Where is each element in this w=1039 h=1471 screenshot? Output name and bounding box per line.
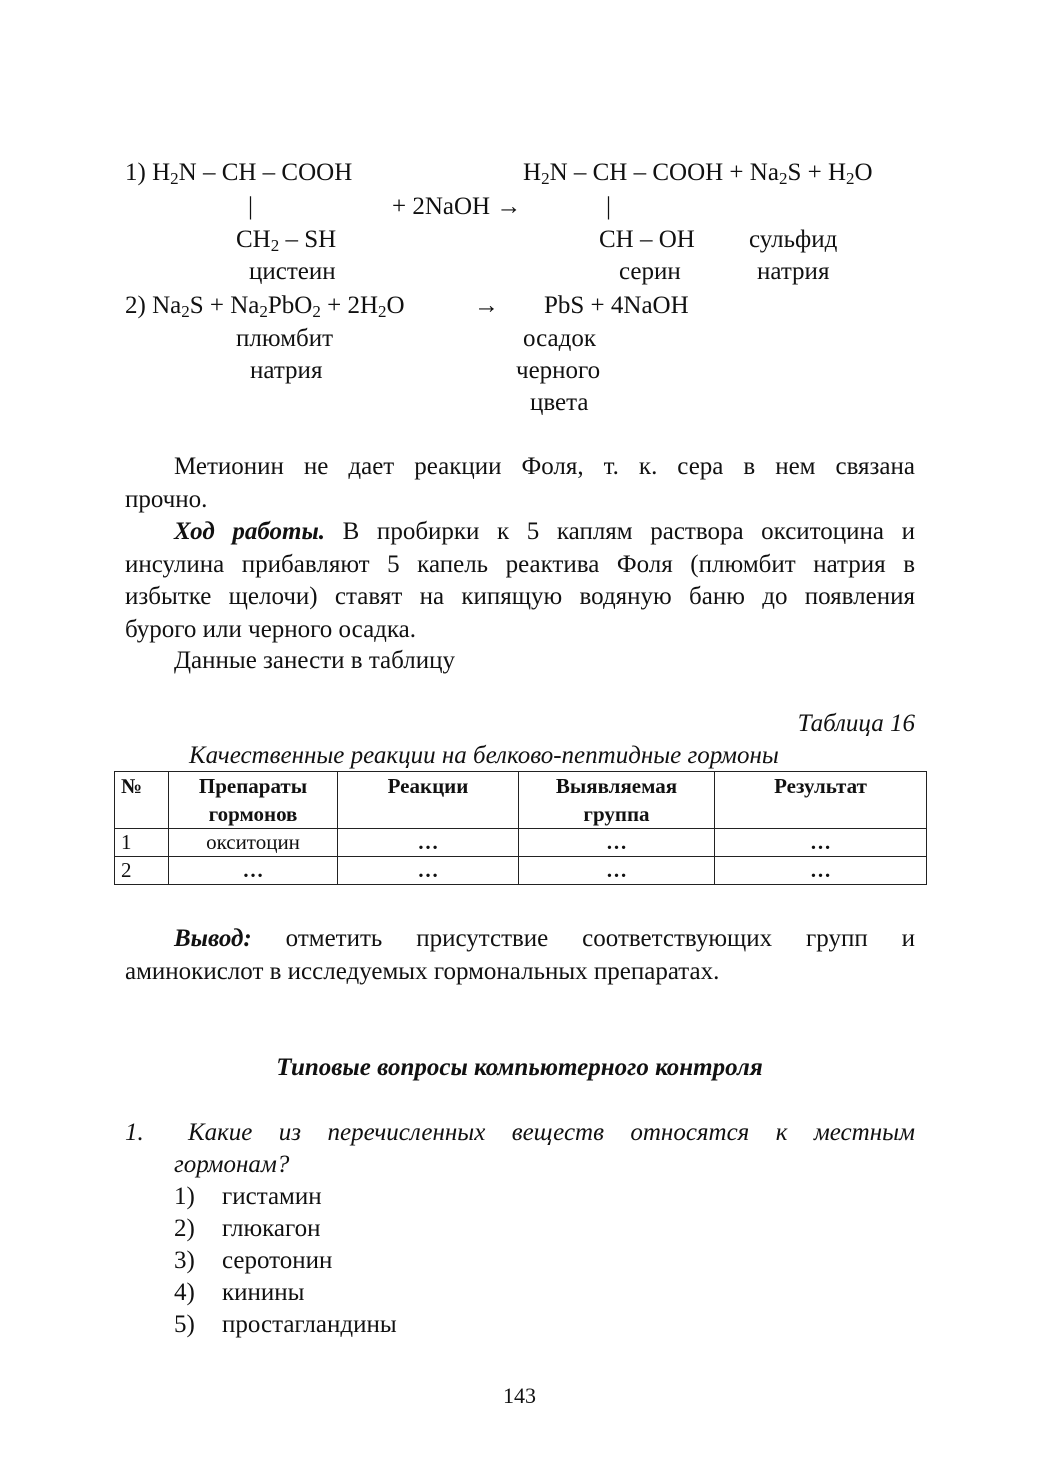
section-title: Типовые вопросы компьютерного контроля xyxy=(276,1054,763,1081)
bond-bar-right: | xyxy=(606,193,612,220)
cysteine-label: цистеин xyxy=(249,258,336,285)
sodium-label-1: натрия xyxy=(757,258,830,285)
table-caption: Качественные реакции на белково-пептидные гормоны xyxy=(189,742,779,769)
header-number: № xyxy=(115,772,169,829)
table-cell: … xyxy=(519,829,715,857)
sulfide-label: сульфид xyxy=(749,226,838,253)
serine-side-chain: CH – OH xyxy=(599,226,695,253)
table-row xyxy=(115,857,927,885)
reaction-1-reactant: 1) $H_2N$ – CH – COOH xyxy=(125,159,353,188)
question-number: 1. xyxy=(125,1119,144,1146)
table-cell: … xyxy=(338,857,519,885)
sodium-label-2: натрия xyxy=(250,357,323,384)
table-cell: … xyxy=(715,829,927,857)
reaction-1-reagent: + 2NaOH → xyxy=(392,193,522,220)
answer-option: 1) гистамин xyxy=(174,1183,322,1210)
answer-option: 4) кинины xyxy=(174,1279,305,1306)
plumbite-label: плюмбит xyxy=(236,325,334,352)
serine-label: серин xyxy=(619,258,681,285)
table-number: Таблица 16 xyxy=(797,710,915,737)
reaction-1-product: $H_2N$ – CH – COOH + $Na_2S + H_2O$ xyxy=(523,159,873,188)
table-header-row xyxy=(115,772,927,829)
table-cell: … xyxy=(519,857,715,885)
header-result: Результат xyxy=(715,772,927,829)
reaction-2-reactants: 2) $Na_2S + Na_2PbO_2 + 2H_2O$ xyxy=(125,292,405,321)
hormone-reactions-table xyxy=(114,771,927,885)
header-group: Выявляемая группа xyxy=(519,772,715,829)
procedure-lead: Ход работы. xyxy=(174,518,326,545)
precipitate-label-1: осадок xyxy=(523,325,596,352)
bond-bar-left: | xyxy=(248,193,254,220)
answer-option: 2) глюкагон xyxy=(174,1215,321,1242)
paragraph-methionine: Метионин не дает реакции Фоля, т. к. сера в нем связана прочно. xyxy=(125,453,915,513)
page-number: 143 xyxy=(503,1383,536,1408)
paragraph-procedure: Ход работы. В пробирки к 5 каплям раствора окситоцина и инсулина прибавляют 5 капель реактива Фоля (плюмбит натрия в избытке щелочи) ставят на кипящую водяную баню до появления бурого или черного осадка. xyxy=(125,518,915,643)
header-reactions: Реакции xyxy=(338,772,519,829)
table-cell: … xyxy=(338,829,519,857)
table-row xyxy=(115,829,927,857)
question-text-line2: гормонам? xyxy=(174,1151,290,1178)
table-cell: 1 xyxy=(115,829,169,857)
paragraph-conclusion: Вывод: отметить присутствие соответствующих групп и аминокислот в исследуемых гормональных препаратах. xyxy=(125,925,915,985)
table-cell: … xyxy=(715,857,927,885)
cysteine-side-chain: $CH_2$ – SH xyxy=(236,226,337,255)
table-cell: … xyxy=(169,857,338,885)
header-preparations: Препараты гормонов xyxy=(169,772,338,829)
table-cell: 2 xyxy=(115,857,169,885)
precipitate-label-3: цвета xyxy=(530,389,589,416)
question-text-line1: Какие из перечисленных веществ относятся к местным xyxy=(188,1119,915,1146)
reaction-2-arrow: → xyxy=(474,292,499,319)
reaction-2-products: PbS + 4NaOH xyxy=(544,292,689,319)
conclusion-lead: Вывод: xyxy=(174,925,252,952)
answer-option: 3) серотонин xyxy=(174,1247,333,1274)
table-cell: окситоцин xyxy=(169,829,338,857)
answer-option: 5) простагландины xyxy=(174,1311,397,1338)
paragraph-table-instruction: Данные занести в таблицу xyxy=(174,647,455,674)
precipitate-label-2: черного xyxy=(516,357,601,384)
